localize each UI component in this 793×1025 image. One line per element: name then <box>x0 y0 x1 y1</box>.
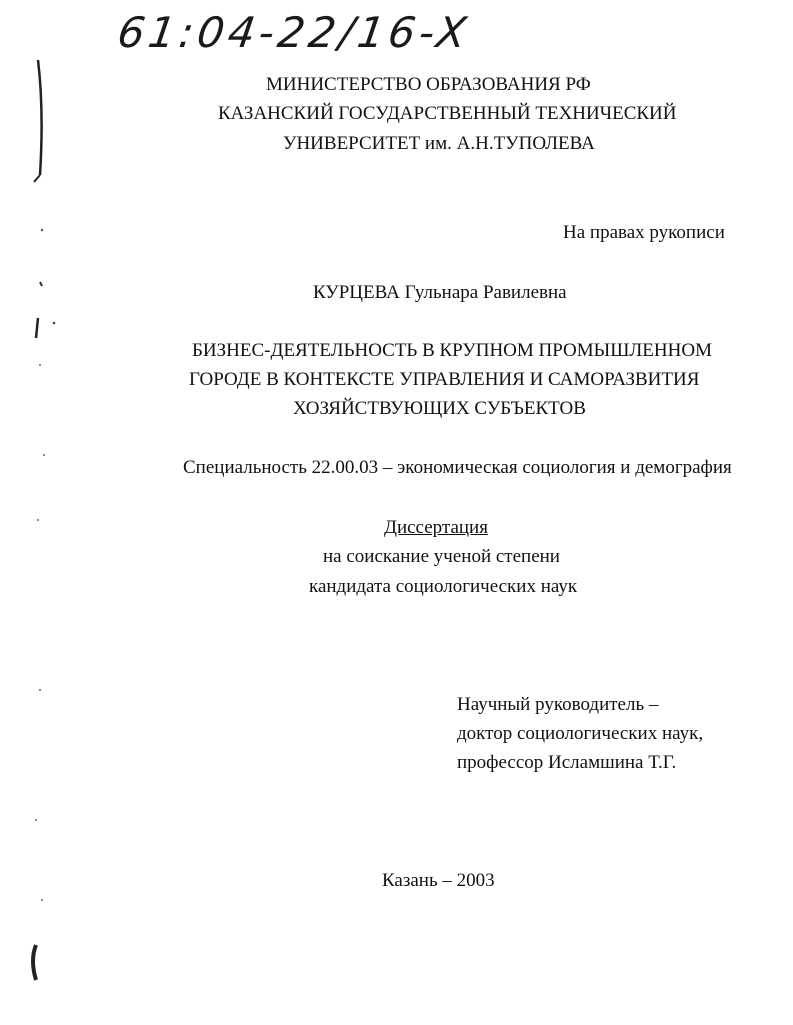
dissertation-label: Диссертация <box>384 517 488 538</box>
dissertation-title-line3: ХОЗЯЙСТВУЮЩИХ СУБЪЕКТОВ <box>293 398 586 419</box>
supervisor-line2: доктор социологических наук, <box>457 723 704 744</box>
header-ministry: МИНИСТЕРСТВО ОБРАЗОВАНИЯ РФ <box>266 74 591 95</box>
dissertation-title-line1: БИЗНЕС-ДЕЯТЕЛЬНОСТЬ В КРУПНОМ ПРОМЫШЛЕННОМ <box>192 340 712 361</box>
header-university-line1: КАЗАНСКИЙ ГОСУДАРСТВЕННЫЙ ТЕХНИЧЕСКИЙ <box>218 103 677 124</box>
rights-note: На правах рукописи <box>563 222 725 243</box>
supervisor-line1: Научный руководитель – <box>457 694 659 715</box>
author-name: КУРЦЕВА Гульнара Равилевна <box>313 282 567 303</box>
supervisor-line3: профессор Исламшина Т.Г. <box>457 752 677 773</box>
scan-margin-artifacts <box>0 0 60 1025</box>
header-university-line2: УНИВЕРСИТЕТ им. А.Н.ТУПОЛЕВА <box>283 133 595 154</box>
city-year: Казань – 2003 <box>382 870 495 891</box>
specialty: Специальность 22.00.03 – экономическая социология и демография <box>183 457 732 478</box>
archive-number-handwritten: 61:04-22/16-X <box>114 8 474 57</box>
degree-line2: кандидата социологических наук <box>309 576 578 597</box>
degree-line1: на соискание ученой степени <box>323 546 560 567</box>
dissertation-title-line2: ГОРОДЕ В КОНТЕКСТЕ УПРАВЛЕНИЯ И САМОРАЗВИТИЯ <box>189 369 700 390</box>
